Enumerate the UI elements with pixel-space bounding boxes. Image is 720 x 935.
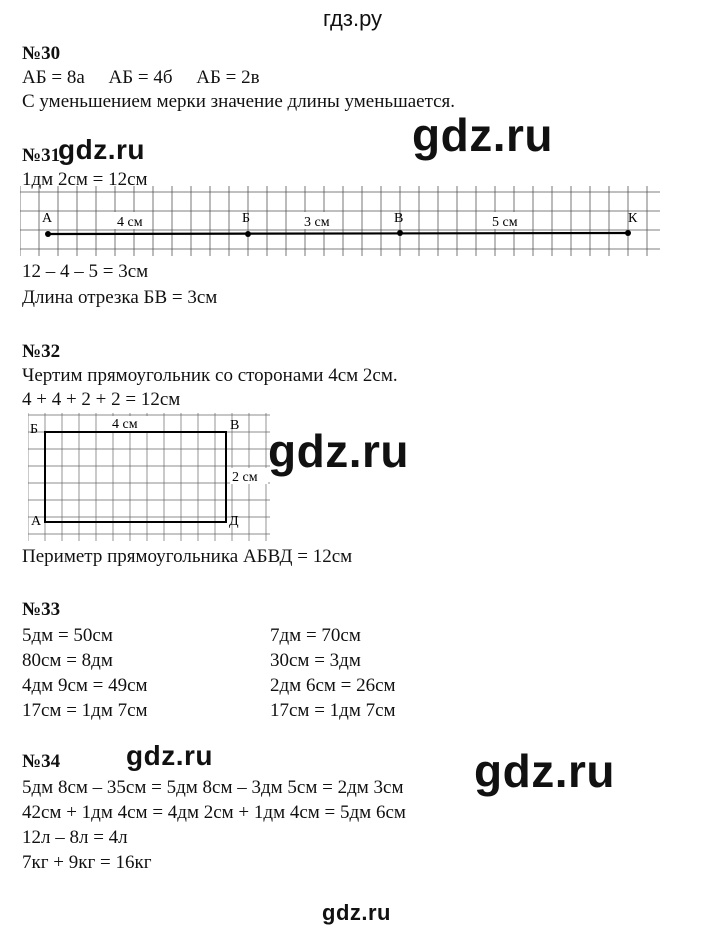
task-31-number: №31 [22,145,61,166]
task-33-right-4: 17см = 1дм 7см [270,700,396,721]
task-31-line-1: 1дм 2см = 12см [22,169,148,190]
task-31-line-2: 12 – 4 – 5 = 3см [22,261,149,282]
point-label-v: В [394,211,404,226]
task-33-right-2: 30см = 3дм [270,650,361,671]
corner-label-v: В [230,418,240,433]
task-33-number: №33 [22,599,61,620]
task-34-line-4: 7кг + 9кг = 16кг [22,852,152,873]
site-header: гдз.ру [323,6,383,31]
rectangle-diagram [28,413,270,541]
watermark: gdz.ru [474,745,615,797]
watermark: gdz.ru [126,740,213,771]
ruler-diagram [20,186,660,256]
watermark: gdz.ru [58,134,145,165]
rectangle-abvd [45,432,226,522]
rect-side-label: 2 см [232,470,258,485]
footer-watermark: gdz.ru [322,900,391,925]
point-label-a: А [42,211,53,226]
task-34-line-3: 12л – 8л = 4л [22,827,128,848]
point-label-b: Б [242,211,251,226]
segment-label-ab: 4 см [117,215,143,230]
point-a [45,231,51,237]
task-30-number: №30 [22,43,61,64]
task-33-left-3: 4дм 9см = 49см [22,675,148,696]
task-33-left-1: 5дм = 50см [22,625,113,646]
corner-label-d: Д [229,514,239,529]
rect-top-label: 4 см [112,417,138,432]
segment-ak [48,233,628,234]
task-34-line-1: 5дм 8см – 35см = 5дм 8см – 3дм 5см = 2дм 3см [22,777,404,798]
task-31-line-3: Длина отрезка БВ = 3см [22,287,218,308]
task-32-line-1: Чертим прямоугольник со сторонами 4см 2см. [22,365,398,386]
watermark: gdz.ru [412,109,553,161]
task-33-right-3: 2дм 6см = 26см [270,675,396,696]
task-33-right-1: 7дм = 70см [270,625,361,646]
watermark: gdz.ru [268,425,409,477]
task-30-line-1: АБ = 8а АБ = 4б АБ = 2в [22,67,260,88]
task-32-line-3: Периметр прямоугольника АБВД = 12см [22,546,353,567]
segment-label-vk: 5 см [492,215,518,230]
task-30-line-2: С уменьшением мерки значение длины уменьшается. [22,91,456,112]
point-k [625,230,631,236]
task-34-line-2: 42см + 1дм 4см = 4дм 2см + 1дм 4см = 5дм 6см [22,802,406,823]
task-34-number: №34 [22,751,61,772]
task-32-number: №32 [22,341,61,362]
task-33-left-4: 17см = 1дм 7см [22,700,148,721]
point-v [397,230,403,236]
corner-label-b: Б [30,422,39,437]
point-label-k: К [628,211,638,226]
task-32-line-2: 4 + 4 + 2 + 2 = 12см [22,389,181,410]
corner-label-a: А [31,514,42,529]
task-33-left-2: 80см = 8дм [22,650,113,671]
point-b [245,231,251,237]
segment-label-bv: 3 см [304,215,330,230]
